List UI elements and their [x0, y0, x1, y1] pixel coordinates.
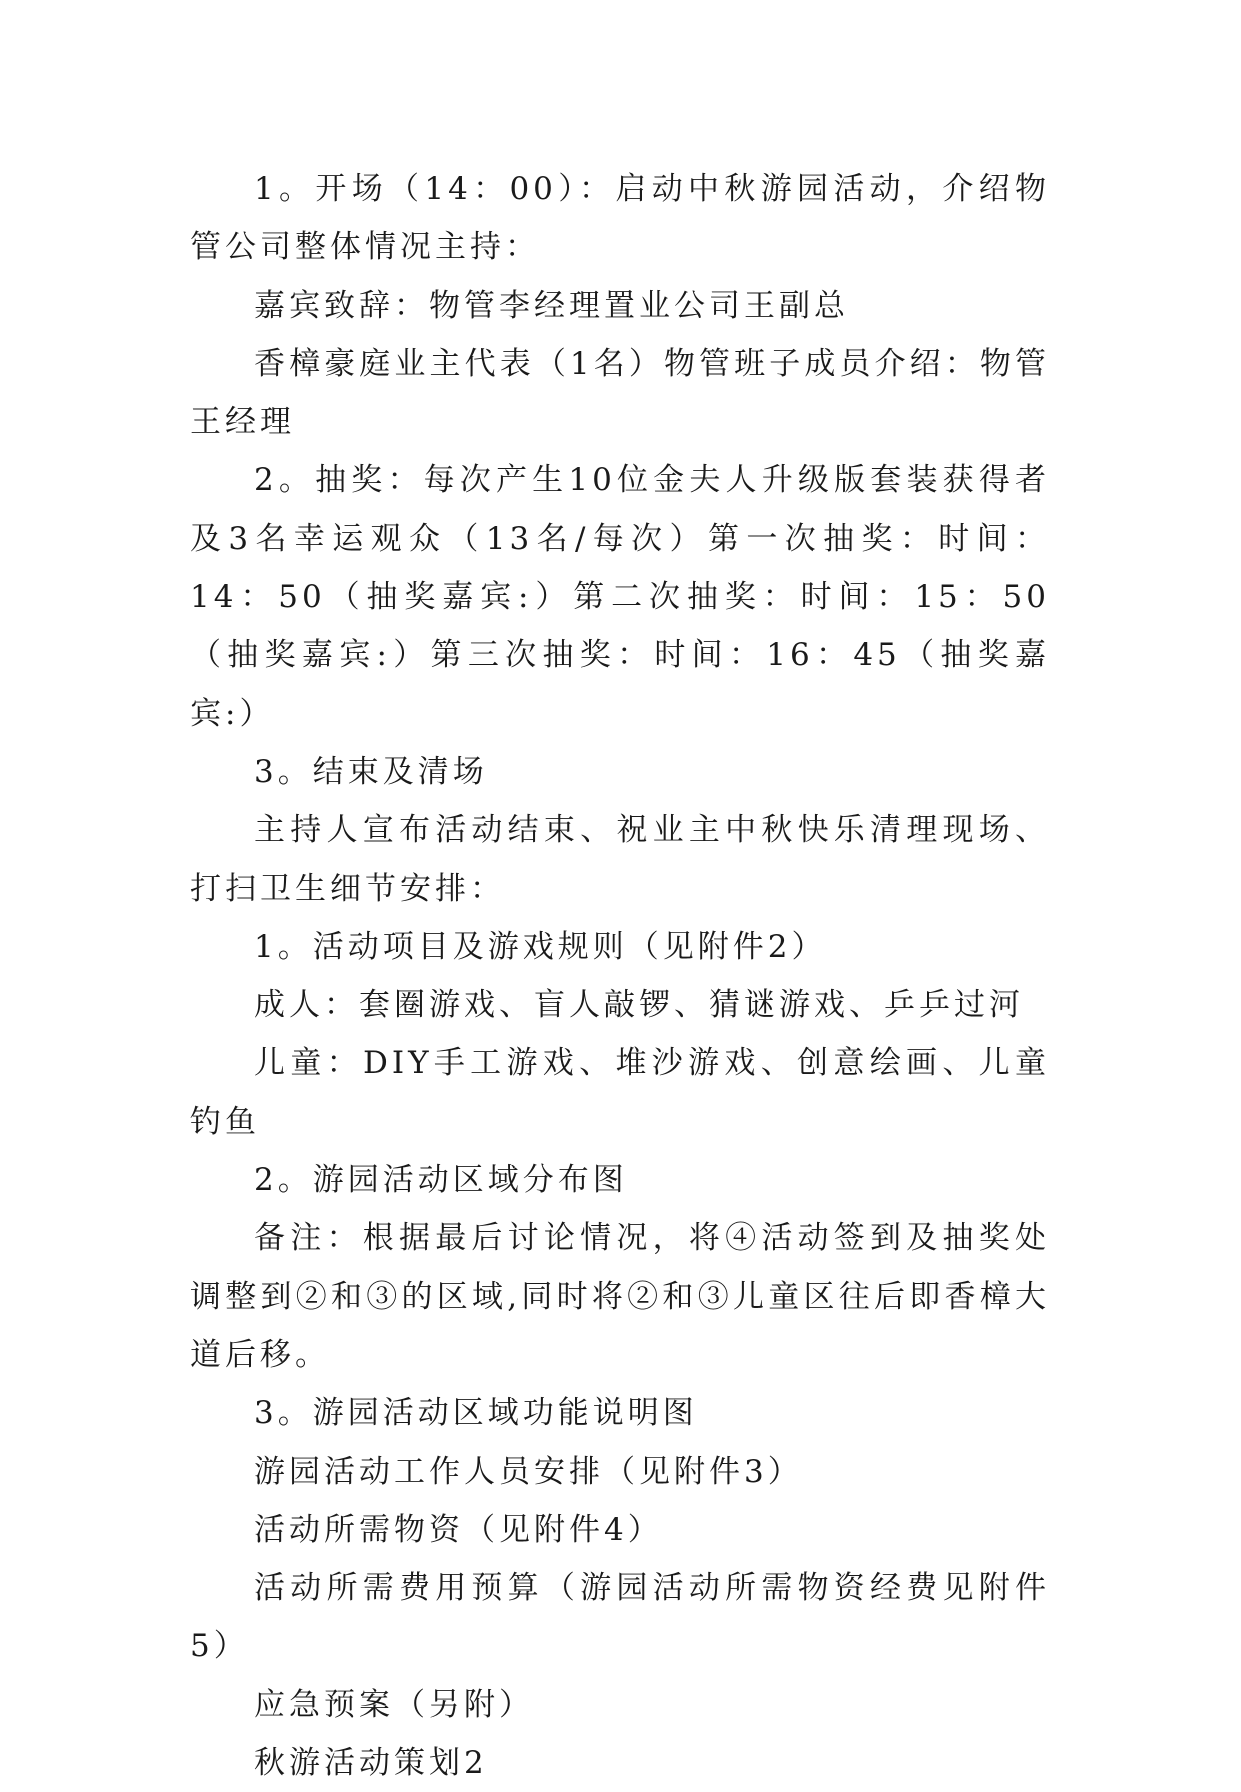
- paragraph-lottery: 2。抽奖：每次产生10位金夫人升级版套装获得者及3名幸运观众（13名/每次）第一次抽奖：时间：14：50（抽奖嘉宾:）第二次抽奖：时间：15：50（抽奖嘉宾:）第三次抽奖：时间：16：45（抽奖嘉宾:）: [190, 462, 1050, 732]
- paragraph-guest-speech: 嘉宾致辞：物管李经理置业公司王副总: [254, 287, 849, 324]
- paragraph-remark: 备注：根据最后讨论情况，将④活动签到及抽奖处调整到②和③的区域,同时将②和③儿童区往后即香樟大道后移。: [190, 1220, 1050, 1373]
- paragraph-staff-arrangement: 游园活动工作人员安排（见附件3）: [254, 1453, 803, 1490]
- paragraph-host-announcement: 主持人宣布活动结束、祝业主中秋快乐清理现场、打扫卫生细节安排：: [190, 812, 1050, 907]
- paragraph-opening: 1。开场（14：00）：启动中秋游园活动，介绍物管公司整体情况主持：: [190, 171, 1050, 266]
- document-page: [190, 160, 1050, 1792]
- paragraph-closing: 3。结束及清场: [254, 753, 488, 790]
- paragraph-area-function: 3。游园活动区域功能说明图: [254, 1395, 698, 1432]
- paragraph-materials: 活动所需物资（见附件4）: [254, 1511, 663, 1548]
- paragraph-budget: 活动所需费用预算（游园活动所需物资经费见附件5）: [190, 1570, 1050, 1665]
- paragraph-children-games: 儿童：DIY手工游戏、堆沙游戏、创意绘画、儿童钓鱼: [190, 1045, 1050, 1140]
- paragraph-activity-items: 1。活动项目及游戏规则（见附件2）: [254, 928, 827, 965]
- paragraph-adult-games: 成人：套圈游戏、盲人敲锣、猜谜游戏、乒乒过河: [254, 987, 1024, 1024]
- paragraph-owner-representative: 香樟豪庭业主代表（1名）物管班子成员介绍：物管王经理: [190, 345, 1050, 441]
- paragraph-plan-title: 秋游活动策划2: [254, 1745, 488, 1782]
- paragraph-area-map: 2。游园活动区域分布图: [254, 1162, 628, 1199]
- paragraph-emergency-plan: 应急预案（另附）: [254, 1686, 534, 1723]
